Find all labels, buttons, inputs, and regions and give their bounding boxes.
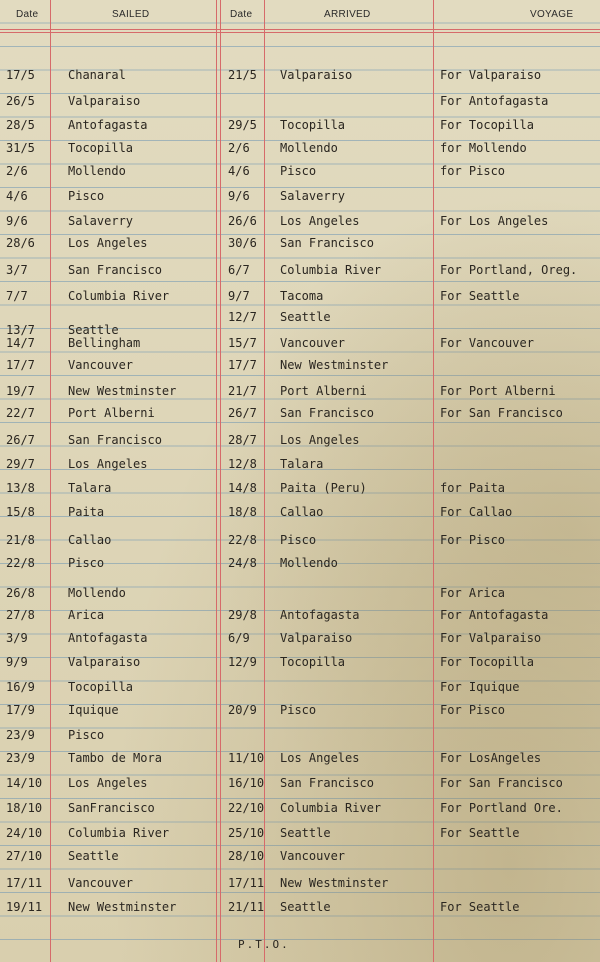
arrived-port: Port Alberni bbox=[280, 384, 367, 398]
ledger-row bbox=[0, 826, 600, 846]
arrived-date: 12/7 bbox=[228, 310, 257, 324]
arrived-date: 9/7 bbox=[228, 289, 250, 303]
arrived-port: Mollendo bbox=[280, 141, 338, 155]
ledger-row bbox=[0, 164, 600, 184]
sailed-port: Pisco bbox=[68, 189, 105, 203]
sailed-port: Valparaiso bbox=[68, 655, 141, 669]
voyage-note: For Seattle bbox=[440, 900, 520, 914]
ledger-row bbox=[0, 876, 600, 896]
ledger-row bbox=[0, 189, 600, 209]
arrived-port: Tocopilla bbox=[280, 655, 346, 669]
arrived-date: 22/8 bbox=[228, 533, 257, 547]
sailed-port: Seattle bbox=[68, 849, 119, 863]
header-voyage: VOYAGE bbox=[530, 9, 574, 20]
sailed-port: Seattle bbox=[68, 323, 119, 337]
arrived-date: 21/5 bbox=[228, 68, 257, 82]
ledger-row bbox=[0, 406, 600, 426]
header-date-arrived: Date bbox=[230, 9, 253, 20]
voyage-note: for Pisco bbox=[440, 164, 506, 178]
voyage-note: For Pisco bbox=[440, 533, 506, 547]
sailed-port: Iquique bbox=[68, 703, 119, 717]
ledger-row bbox=[0, 214, 600, 234]
arrived-port: Los Angeles bbox=[280, 751, 360, 765]
sailed-port: Bellingham bbox=[68, 336, 141, 350]
ledger-row bbox=[0, 801, 600, 821]
voyage-note: For Antofagasta bbox=[440, 608, 549, 622]
sailed-port: Chanaral bbox=[68, 68, 126, 82]
voyage-note: For Tocopilla bbox=[440, 118, 534, 132]
sailed-date: 14/7 bbox=[6, 336, 35, 350]
ledger-row bbox=[0, 236, 600, 256]
sailed-port: SanFrancisco bbox=[68, 801, 155, 815]
arrived-port: Pisco bbox=[280, 164, 317, 178]
sailed-date: 17/7 bbox=[6, 358, 35, 372]
arrived-port: Los Angeles bbox=[280, 214, 360, 228]
sailed-date: 3/9 bbox=[6, 631, 28, 645]
arrived-date: 28/10 bbox=[228, 849, 265, 863]
sailed-port: San Francisco bbox=[68, 263, 162, 277]
sailed-date: 16/9 bbox=[6, 680, 35, 694]
ledger-row bbox=[0, 289, 600, 309]
ledger-row bbox=[0, 900, 600, 920]
sailed-port: Antofagasta bbox=[68, 631, 148, 645]
sailed-date: 15/8 bbox=[6, 505, 35, 519]
header-sailed: SAILED bbox=[112, 9, 150, 20]
arrived-date: 12/9 bbox=[228, 655, 257, 669]
sailed-date: 31/5 bbox=[6, 141, 35, 155]
sailed-port: Pisco bbox=[68, 556, 105, 570]
voyage-note: For Arica bbox=[440, 586, 506, 600]
arrived-date: 24/8 bbox=[228, 556, 257, 570]
arrived-port: Valparaiso bbox=[280, 631, 353, 645]
arrived-port: New Westminster bbox=[280, 358, 389, 372]
header-arrived: ARRIVED bbox=[324, 9, 371, 20]
sailed-date: 17/5 bbox=[6, 68, 35, 82]
ledger-row bbox=[0, 655, 600, 675]
arrived-date: 22/10 bbox=[228, 801, 265, 815]
sailed-port: Tocopilla bbox=[68, 680, 134, 694]
sailed-date: 19/7 bbox=[6, 384, 35, 398]
sailed-port: Tambo de Mora bbox=[68, 751, 162, 765]
sailed-port: Talara bbox=[68, 481, 112, 495]
sailed-port: Mollendo bbox=[68, 164, 126, 178]
sailed-port: Arica bbox=[68, 608, 105, 622]
arrived-port: Tocopilla bbox=[280, 118, 346, 132]
sailed-port: Paita bbox=[68, 505, 105, 519]
arrived-port: Talara bbox=[280, 457, 324, 471]
sailed-date: 13/8 bbox=[6, 481, 35, 495]
arrived-date: 4/6 bbox=[228, 164, 250, 178]
page-turn-note: P.T.O. bbox=[238, 938, 290, 951]
sailed-port: Antofagasta bbox=[68, 118, 148, 132]
arrived-port: Seattle bbox=[280, 826, 331, 840]
arrived-date: 28/7 bbox=[228, 433, 257, 447]
arrived-port: Salaverry bbox=[280, 189, 346, 203]
arrived-port: Tacoma bbox=[280, 289, 324, 303]
arrived-port: Vancouver bbox=[280, 336, 346, 350]
ledger-row bbox=[0, 505, 600, 525]
voyage-note: for Mollendo bbox=[440, 141, 527, 155]
sailed-port: Tocopilla bbox=[68, 141, 134, 155]
sailed-port: Port Alberni bbox=[68, 406, 155, 420]
arrived-date: 17/7 bbox=[228, 358, 257, 372]
ledger-row bbox=[0, 358, 600, 378]
sailed-port: New Westminster bbox=[68, 384, 177, 398]
ledger-row bbox=[0, 751, 600, 771]
sailed-date: 27/8 bbox=[6, 608, 35, 622]
voyage-note: For Tocopilla bbox=[440, 655, 534, 669]
arrived-date: 29/5 bbox=[228, 118, 257, 132]
sailed-date: 17/9 bbox=[6, 703, 35, 717]
voyage-note: For Pisco bbox=[440, 703, 506, 717]
ledger-row bbox=[0, 556, 600, 576]
ledger-row bbox=[0, 728, 600, 748]
voyage-note: For Valparaiso bbox=[440, 631, 542, 645]
voyage-note: For Valparaiso bbox=[440, 68, 542, 82]
arrived-date: 26/7 bbox=[228, 406, 257, 420]
sailed-date: 14/10 bbox=[6, 776, 43, 790]
arrived-port: Vancouver bbox=[280, 849, 346, 863]
sailed-date: 19/11 bbox=[6, 900, 43, 914]
sailed-date: 7/7 bbox=[6, 289, 28, 303]
ledger-row bbox=[0, 94, 600, 114]
arrived-date: 2/6 bbox=[228, 141, 250, 155]
sailed-date: 13/7 bbox=[6, 323, 35, 337]
arrived-port: San Francisco bbox=[280, 776, 374, 790]
header-rule bbox=[0, 32, 600, 33]
arrived-port: Columbia River bbox=[280, 263, 382, 277]
sailed-date: 29/7 bbox=[6, 457, 35, 471]
ledger-row bbox=[0, 457, 600, 477]
arrived-date: 18/8 bbox=[228, 505, 257, 519]
voyage-note: For Portland Ore. bbox=[440, 801, 563, 815]
sailed-date: 23/9 bbox=[6, 751, 35, 765]
arrived-port: Seattle bbox=[280, 310, 331, 324]
arrived-date: 14/8 bbox=[228, 481, 257, 495]
sailed-date: 9/9 bbox=[6, 655, 28, 669]
sailed-port: Callao bbox=[68, 533, 112, 547]
sailed-port: Mollendo bbox=[68, 586, 126, 600]
sailed-date: 24/10 bbox=[6, 826, 43, 840]
ledger-row bbox=[0, 608, 600, 628]
voyage-note: For LosAngeles bbox=[440, 751, 542, 765]
sailed-date: 26/8 bbox=[6, 586, 35, 600]
sailed-port: Valparaiso bbox=[68, 94, 141, 108]
sailed-date: 9/6 bbox=[6, 214, 28, 228]
ledger-row bbox=[0, 533, 600, 553]
sailed-port: San Francisco bbox=[68, 433, 162, 447]
ledger-row bbox=[0, 384, 600, 404]
arrived-date: 11/10 bbox=[228, 751, 265, 765]
sailed-port: Salaverry bbox=[68, 214, 134, 228]
arrived-port: San Francisco bbox=[280, 406, 374, 420]
sailed-date: 22/7 bbox=[6, 406, 35, 420]
arrived-port: Valparaiso bbox=[280, 68, 353, 82]
sailed-date: 23/9 bbox=[6, 728, 35, 742]
ledger-row bbox=[0, 680, 600, 700]
voyage-note: For Vancouver bbox=[440, 336, 534, 350]
sailed-port: Columbia River bbox=[68, 289, 170, 303]
ledger-row bbox=[0, 336, 600, 356]
ledger-row bbox=[0, 586, 600, 606]
sailed-date: 18/10 bbox=[6, 801, 43, 815]
voyage-note: for Paita bbox=[440, 481, 506, 495]
arrived-date: 21/7 bbox=[228, 384, 257, 398]
arrived-port: Callao bbox=[280, 505, 324, 519]
arrived-date: 17/11 bbox=[228, 876, 265, 890]
header-date-sailed: Date bbox=[16, 9, 39, 20]
ledger-row bbox=[0, 631, 600, 651]
sailed-port: Columbia River bbox=[68, 826, 170, 840]
arrived-date: 30/6 bbox=[228, 236, 257, 250]
arrived-date: 21/11 bbox=[228, 900, 265, 914]
arrived-port: Seattle bbox=[280, 900, 331, 914]
arrived-date: 9/6 bbox=[228, 189, 250, 203]
sailed-port: Los Angeles bbox=[68, 236, 148, 250]
sailed-port: Vancouver bbox=[68, 876, 134, 890]
arrived-port: New Westminster bbox=[280, 876, 389, 890]
arrived-port: Pisco bbox=[280, 533, 317, 547]
ledger-row bbox=[0, 118, 600, 138]
sailed-port: Vancouver bbox=[68, 358, 134, 372]
arrived-date: 12/8 bbox=[228, 457, 257, 471]
arrived-port: Paita (Peru) bbox=[280, 481, 367, 495]
ledger-row bbox=[0, 703, 600, 723]
ledger-row bbox=[0, 776, 600, 796]
arrived-port: Columbia River bbox=[280, 801, 382, 815]
voyage-note: For Los Angeles bbox=[440, 214, 549, 228]
ledger-row bbox=[0, 433, 600, 453]
voyage-note: For Port Alberni bbox=[440, 384, 556, 398]
sailed-port: Pisco bbox=[68, 728, 105, 742]
arrived-date: 25/10 bbox=[228, 826, 265, 840]
ledger-row bbox=[0, 141, 600, 161]
arrived-date: 26/6 bbox=[228, 214, 257, 228]
sailed-port: Los Angeles bbox=[68, 776, 148, 790]
sailed-date: 21/8 bbox=[6, 533, 35, 547]
arrived-date: 16/10 bbox=[228, 776, 265, 790]
sailed-date: 17/11 bbox=[6, 876, 43, 890]
voyage-note: For Iquique bbox=[440, 680, 520, 694]
ledger-row bbox=[0, 263, 600, 283]
ledger-row bbox=[0, 68, 600, 88]
arrived-port: Mollendo bbox=[280, 556, 338, 570]
ledger-row bbox=[0, 849, 600, 869]
sailed-date: 2/6 bbox=[6, 164, 28, 178]
voyage-note: For San Francisco bbox=[440, 406, 563, 420]
arrived-date: 15/7 bbox=[228, 336, 257, 350]
sailed-date: 28/5 bbox=[6, 118, 35, 132]
arrived-port: Pisco bbox=[280, 703, 317, 717]
sailed-date: 26/5 bbox=[6, 94, 35, 108]
voyage-note: For Seattle bbox=[440, 826, 520, 840]
voyage-note: For Seattle bbox=[440, 289, 520, 303]
voyage-note: For Antofagasta bbox=[440, 94, 549, 108]
arrived-port: Antofagasta bbox=[280, 608, 360, 622]
arrived-date: 29/8 bbox=[228, 608, 257, 622]
sailed-date: 27/10 bbox=[6, 849, 43, 863]
header-rule bbox=[0, 29, 600, 30]
sailed-port: New Westminster bbox=[68, 900, 177, 914]
sailed-date: 28/6 bbox=[6, 236, 35, 250]
sailed-date: 26/7 bbox=[6, 433, 35, 447]
sailed-date: 22/8 bbox=[6, 556, 35, 570]
arrived-date: 6/9 bbox=[228, 631, 250, 645]
sailed-port: Los Angeles bbox=[68, 457, 148, 471]
sailed-date: 4/6 bbox=[6, 189, 28, 203]
voyage-note: For San Francisco bbox=[440, 776, 563, 790]
arrived-port: San Francisco bbox=[280, 236, 374, 250]
sailed-date: 3/7 bbox=[6, 263, 28, 277]
arrived-date: 20/9 bbox=[228, 703, 257, 717]
voyage-note: For Portland, Oreg. bbox=[440, 263, 578, 277]
arrived-port: Los Angeles bbox=[280, 433, 360, 447]
ledger-row bbox=[0, 481, 600, 501]
arrived-date: 6/7 bbox=[228, 263, 250, 277]
voyage-note: For Callao bbox=[440, 505, 513, 519]
